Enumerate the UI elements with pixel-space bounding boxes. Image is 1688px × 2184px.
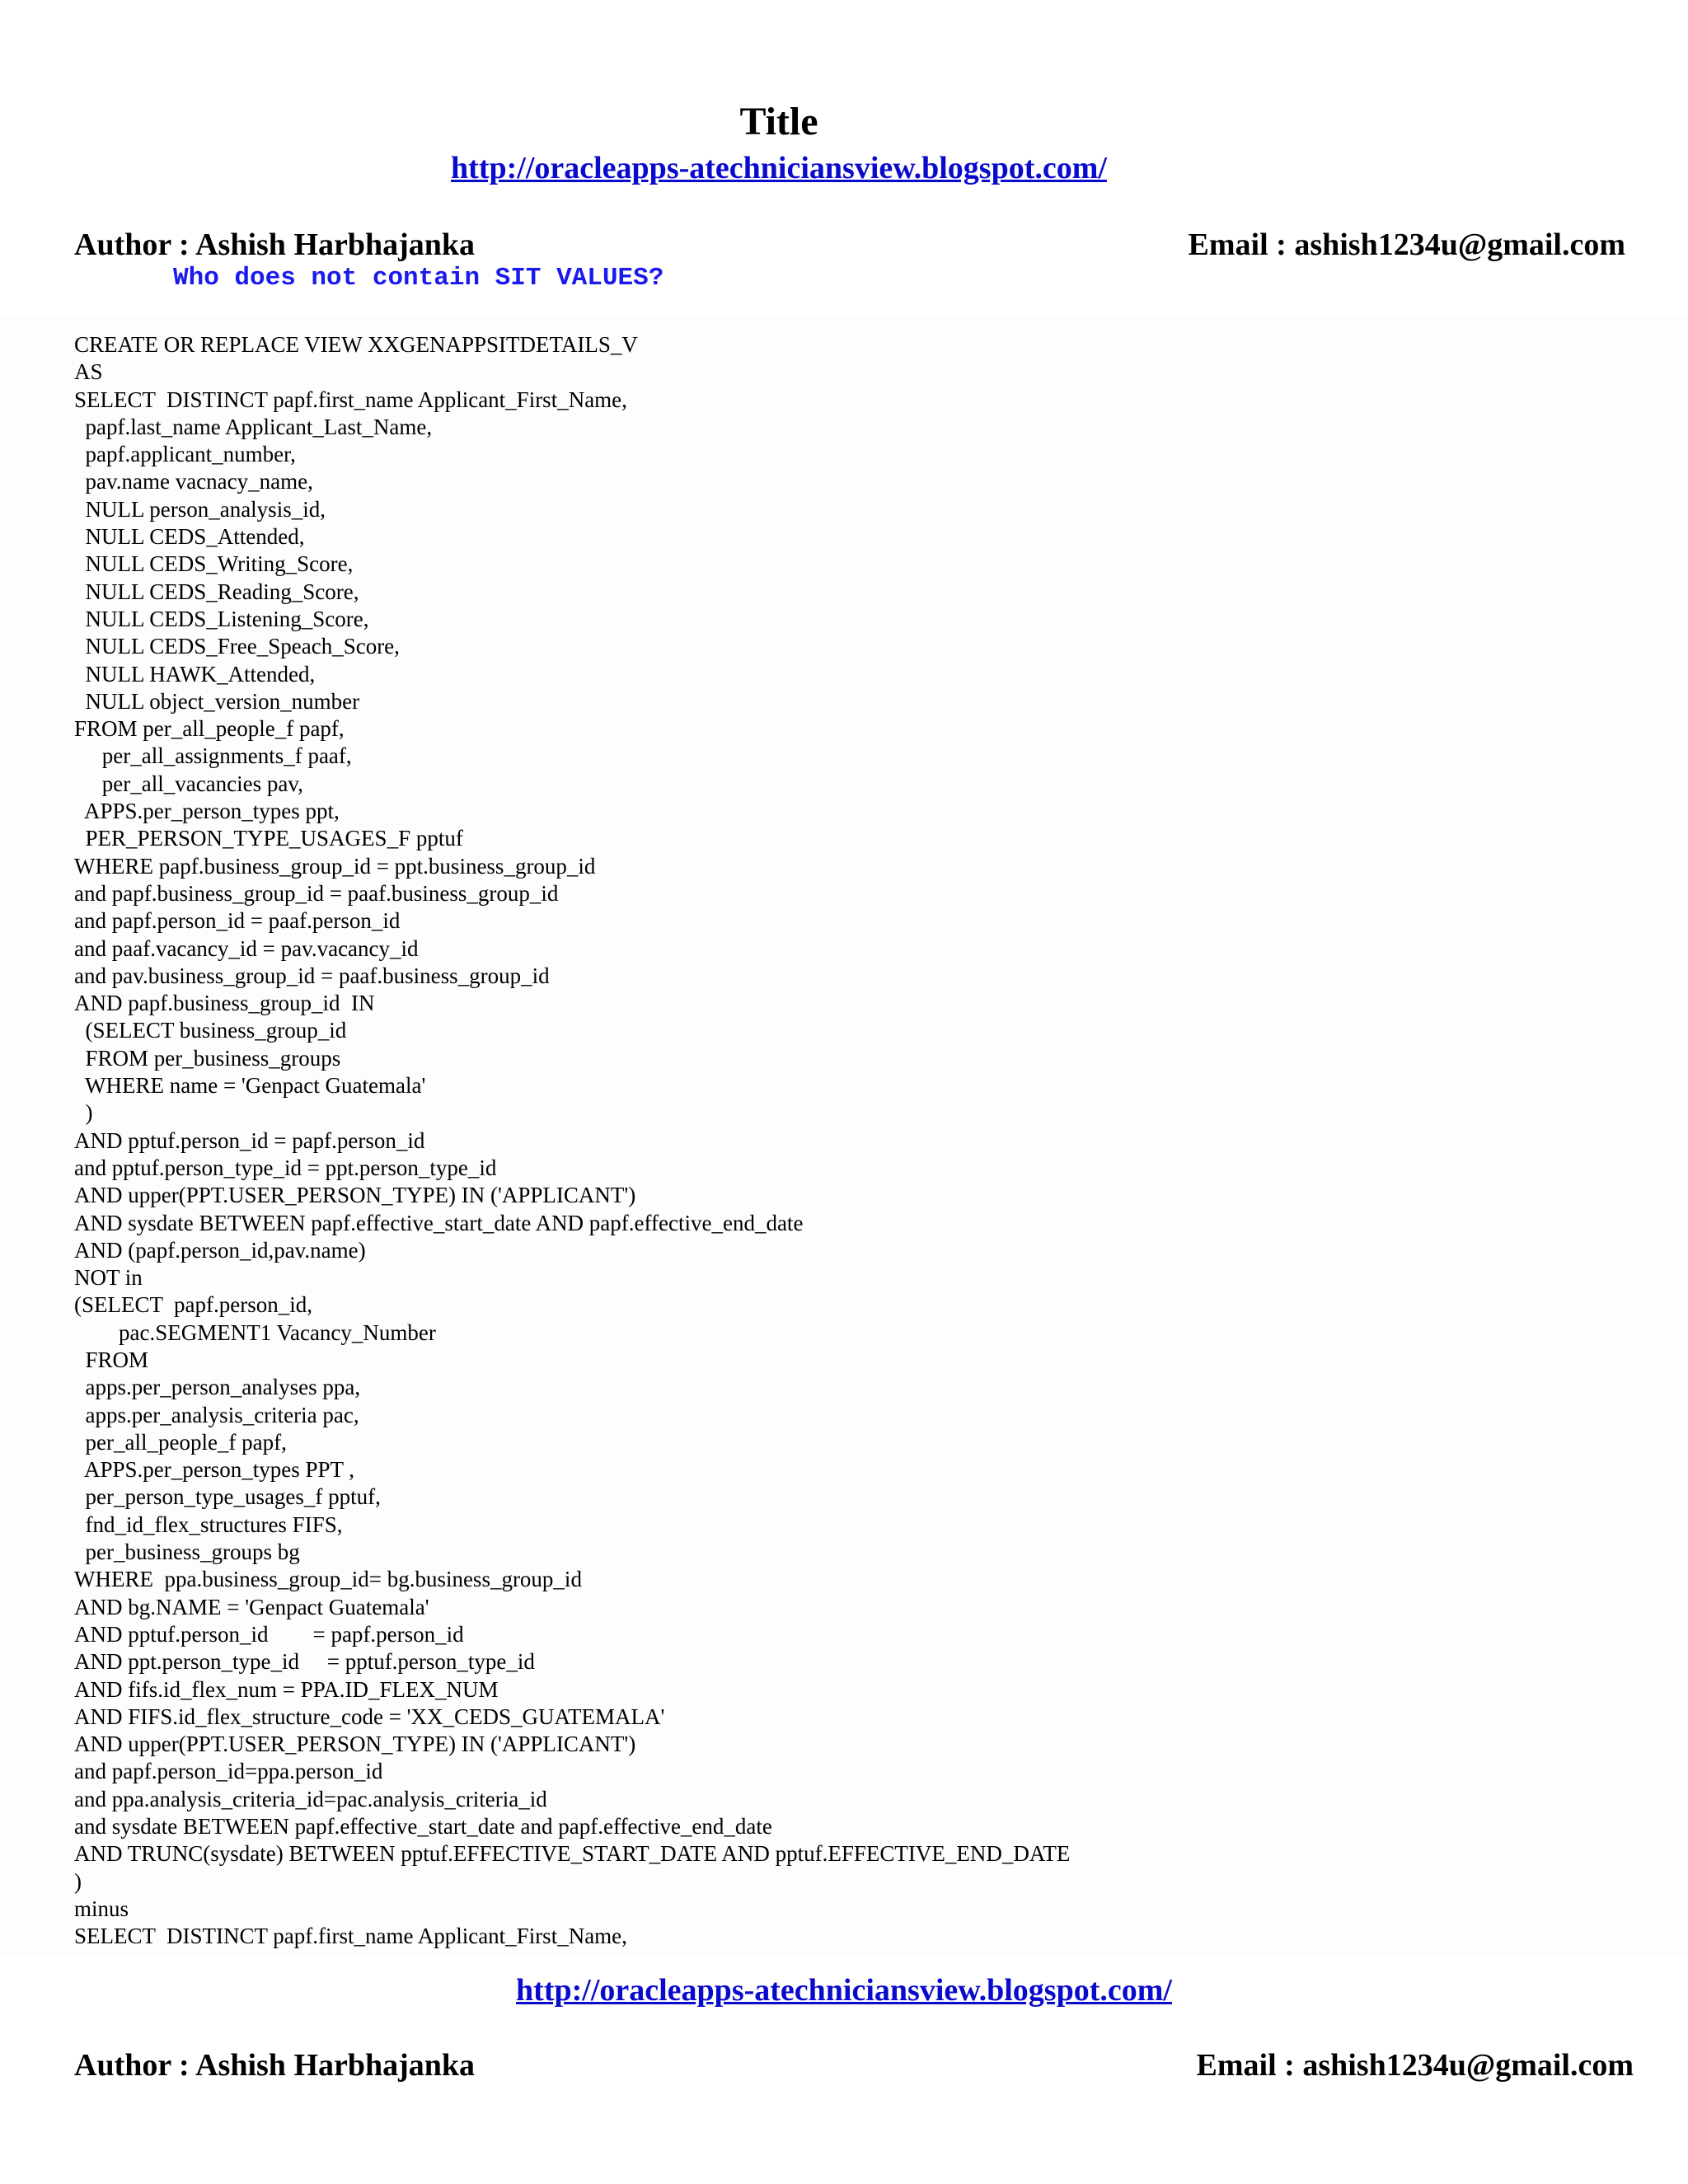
code-line: AND upper(PPT.USER_PERSON_TYPE) IN ('APPLICANT') [74,1183,636,1208]
code-line: (SELECT business_group_id [74,1018,347,1043]
code-line: NULL HAWK_Attended, [74,661,316,687]
code-line: fnd_id_flex_structures FIFS, [74,1511,343,1537]
code-line: NULL object_version_number [74,688,360,714]
code-line: and papf.business_group_id = paaf.business_group_id [74,880,559,906]
code-line: and paaf.vacancy_id = pav.vacancy_id [74,935,419,961]
code-line: and sysdate BETWEEN papf.effective_start_date and papf.effective_end_date [74,1814,772,1840]
blog-link[interactable]: http://oracleapps-atechniciansview.blogspot.com/ [451,151,1107,185]
footer-author-label: Author : Ashish Harbhajanka [74,2048,476,2083]
sql-code-block [74,331,1640,1951]
code-line: AND pptuf.person_id = papf.person_id [74,1621,464,1647]
code-line: pav.name vacnacy_name, [74,469,313,494]
footer-link-row [0,1971,1688,2010]
code-line: WHERE name = 'Genpact Guatemala' [74,1073,426,1099]
code-line: CREATE OR REPLACE VIEW XXGENAPPSITDETAILS_V [74,332,638,357]
code-line: APPS.per_person_types ppt, [74,799,340,824]
code-line: (SELECT papf.person_id, [74,1292,312,1318]
code-line: APPS.per_person_types PPT , [74,1457,355,1483]
code-line: FROM per_business_groups [74,1045,341,1071]
code-line: per_person_type_usages_f pptuf, [74,1484,381,1510]
code-line: AND sysdate BETWEEN papf.effective_start_date AND papf.effective_end_date [74,1210,804,1235]
code-line: NULL person_analysis_id, [74,496,326,522]
code-line: AND (papf.person_id,pav.name) [74,1237,366,1263]
code-line: pac.SEGMENT1 Vacancy_Number [74,1319,436,1345]
code-line: AND upper(PPT.USER_PERSON_TYPE) IN ('APPLICANT') [74,1732,636,1757]
code-line: AND FIFS.id_flex_structure_code = 'XX_CEDS_GUATEMALA' [74,1704,665,1729]
footer-blog-link[interactable]: http://oracleapps-atechniciansview.blogspot.com/ [516,1973,1172,2008]
code-line: WHERE papf.business_group_id = ppt.business_group_id [74,853,596,879]
code-line: AND papf.business_group_id IN [74,991,375,1016]
code-line: per_all_assignments_f paaf, [74,743,352,769]
code-line: AND pptuf.person_id = papf.person_id [74,1127,425,1153]
code-line: NULL CEDS_Listening_Score, [74,606,369,631]
code-line: WHERE ppa.business_group_id= bg.business_group_id [74,1567,582,1592]
code-line: NULL CEDS_Reading_Score, [74,579,359,604]
page-title: Title [739,100,818,143]
code-line: SELECT DISTINCT papf.first_name Applicant_First_Name, [74,387,627,412]
code-line: NOT in [74,1265,143,1291]
code-line: AS [74,359,103,385]
code-line: FROM per_all_people_f papf, [74,716,345,742]
code-line: minus [74,1896,129,1921]
code-line: AND TRUNC(sysdate) BETWEEN pptuf.EFFECTIVE_START_DATE AND pptuf.EFFECTIVE_END_DATE [74,1841,1071,1867]
code-line: apps.per_analysis_criteria pac, [74,1402,359,1427]
code-line: and ppa.analysis_criteria_id=pac.analysis_criteria_id [74,1786,547,1811]
header-link-row [0,148,1558,188]
code-line: per_business_groups bg [74,1540,300,1565]
code-line: and pav.business_group_id = paaf.business_group_id [74,963,550,988]
code-line: ) [74,1868,82,1894]
section-heading: Who does not contain SIT VALUES? [173,264,664,293]
code-line: and pptuf.person_type_id = ppt.person_type_id [74,1155,497,1180]
code-line: and papf.person_id = paaf.person_id [74,908,401,934]
code-line: papf.applicant_number, [74,442,296,467]
code-line: AND ppt.person_type_id = pptuf.person_type_id [74,1649,535,1675]
code-line: FROM [74,1347,149,1372]
author-label: Author : Ashish Harbhajanka [74,227,476,262]
code-line: PER_PERSON_TYPE_USAGES_F pptuf [74,826,463,851]
code-line: and papf.person_id=ppa.person_id [74,1759,383,1784]
code-line: per_all_vacancies pav, [74,771,303,796]
code-line: apps.per_person_analyses ppa, [74,1375,361,1400]
code-line: AND bg.NAME = 'Genpact Guatemala' [74,1594,429,1619]
code-line: ) [74,1100,93,1126]
code-line: papf.last_name Applicant_Last_Name, [74,414,433,439]
code-line: AND fifs.id_flex_num = PPA.ID_FLEX_NUM [74,1676,499,1702]
code-line: SELECT DISTINCT papf.first_name Applicant_First_Name, [74,1924,627,1949]
email-label: Email : ashish1234u@gmail.com [1188,227,1625,262]
code-line: NULL CEDS_Writing_Score, [74,551,354,577]
code-line: per_all_people_f papf, [74,1429,287,1455]
code-line: NULL CEDS_Attended, [74,524,305,550]
code-line: NULL CEDS_Free_Speach_Score, [74,634,400,659]
footer-email-label: Email : ashish1234u@gmail.com [1196,2048,1634,2083]
